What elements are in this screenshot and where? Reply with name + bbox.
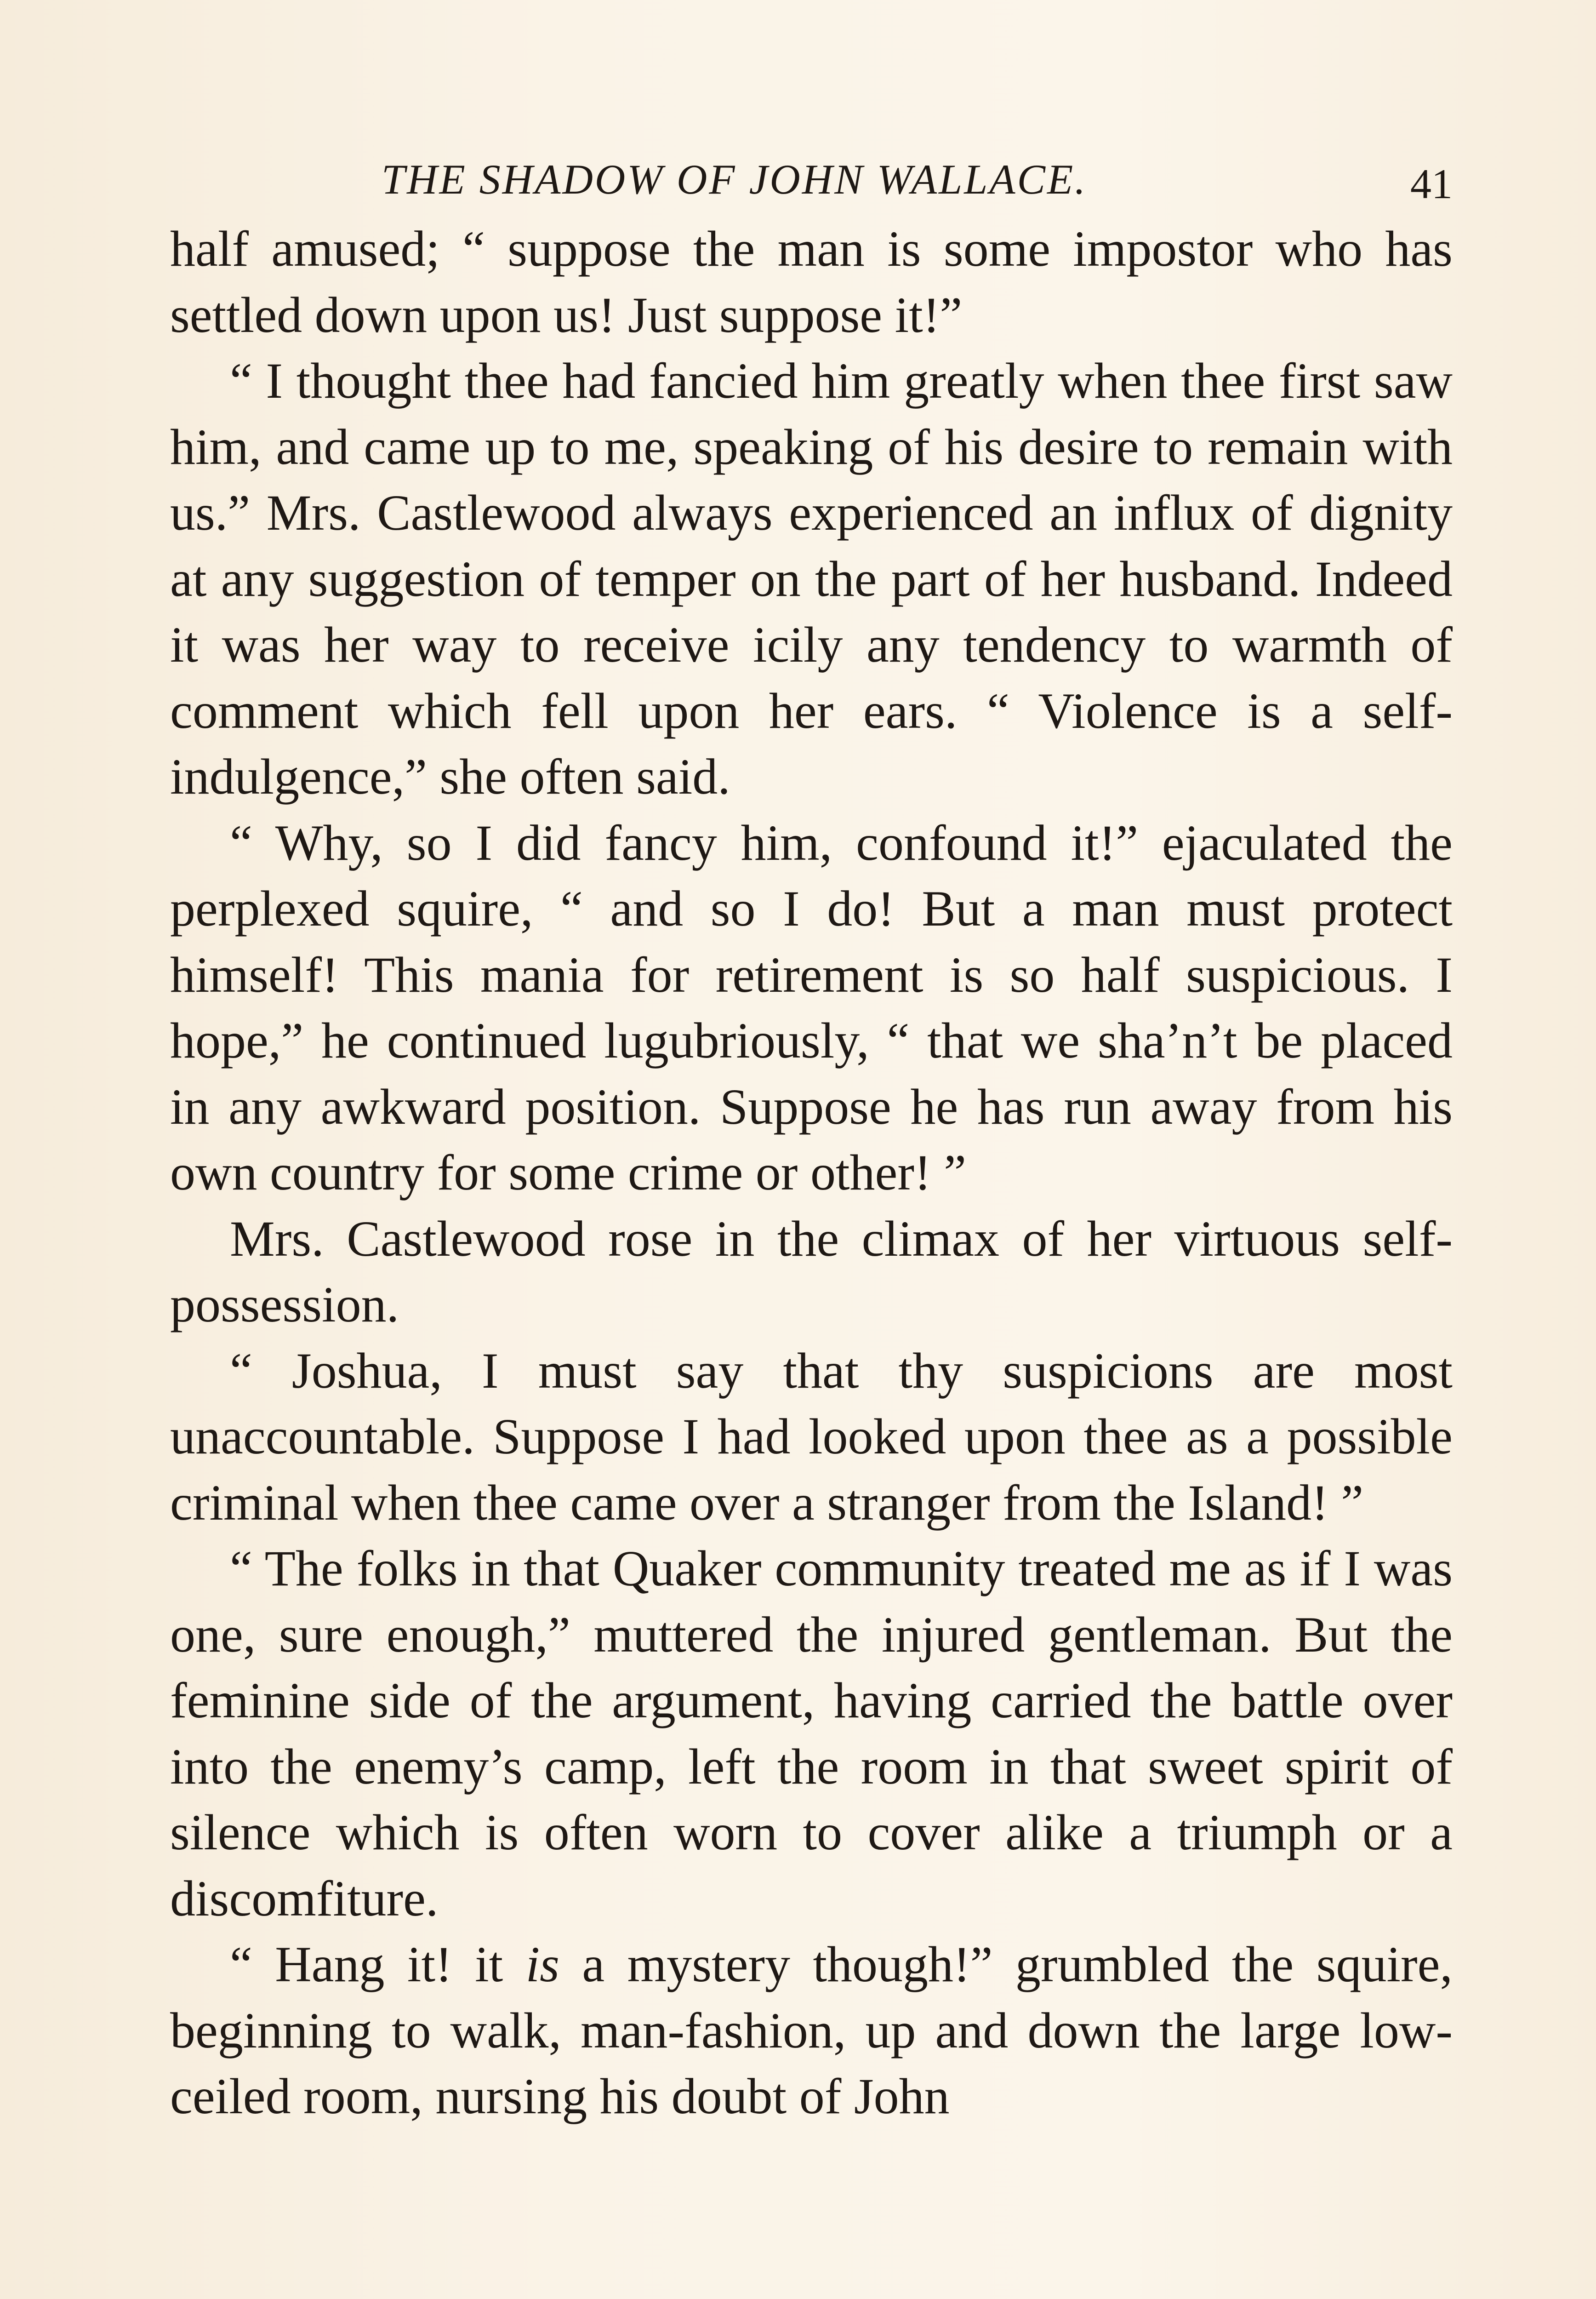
paragraph-2: “ I thought thee had fancied him greatly when thee first saw him, and came up to me, speaking of his desire to remain with us.” Mrs. Castlewood always experienced an influx of dignity at any suggestion of temper on the part of her husband. Indeed it was her way to receive icily any tendency to warmth of comment which fell upon her ears. “ Violence is a self-indulgence,” she often said. [170,353,1453,805]
running-title: THE SHADOW OF JOHN WALLACE. [382,156,1088,203]
emphasized-word: is [525,1936,559,1992]
paragraph-3: “ Why, so I did fancy him, confound it!” ejaculated the perplexed squire, “ and so I do! But a man must protect himself! This mania for retirement is so half suspicious. I hope,” he continued lugubriously, “ that we sha’n’t be placed in any awkward position. Suppose he has run away from his own country for some crime or other! ” [170,814,1453,1201]
running-head [170,152,1453,207]
paragraph-7 [170,1932,1453,2130]
paragraph-1: half amused; “ suppose the man is some impostor who has settled down upon us! Just suppose it!” [170,221,1453,343]
paragraph-6: “ The folks in that Quaker community treated me as if I was one, sure enough,” muttered the injured gentleman. But the feminine side of the argument, having carried the battle over into the enemy’s camp, left the room in that sweet spirit of silence which is often worn to cover alike a triumph or a discomfiture. [170,1540,1453,1927]
paragraph-7-end: a mystery though!” grumbled the squire, beginning to walk, man-fashion, up and down the large low-ceiled room, nursing his doubt of John [170,1936,1453,2124]
page-number: 41 [1410,160,1453,207]
book-page [170,152,1453,2130]
paragraph-4: Mrs. Castlewood rose in the climax of her virtuous self-possession. [170,1210,1453,1333]
paragraph-5: “ Joshua, I must say that thy suspicions are most unaccountable. Suppose I had looked upon thee as a possible criminal when thee came over a stranger from the Island! ” [170,1342,1453,1531]
paragraph-7-start: “ Hang it! it [230,1936,526,1992]
